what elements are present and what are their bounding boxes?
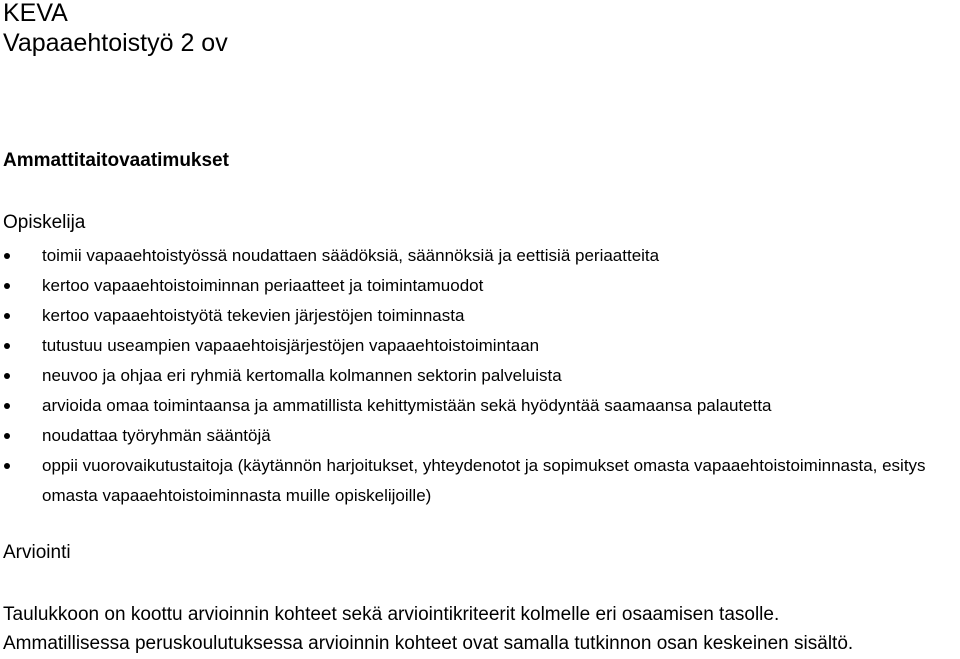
list-item <box>0 361 960 391</box>
assessment-paragraph: Taulukkoon on koottu arvioinnin kohteet sekä arviointikriteerit kolmelle eri osaamisen tasolle. <box>3 604 780 625</box>
list-item <box>0 391 960 421</box>
bullet-icon <box>4 343 10 349</box>
assessment-heading: Arviointi <box>3 542 71 563</box>
bullet-icon <box>4 403 10 409</box>
list-item <box>0 421 960 451</box>
bullet-icon <box>4 313 10 319</box>
bullet-icon <box>4 433 10 439</box>
bullet-icon <box>4 283 10 289</box>
document-subtitle: Vapaaehtoistyö 2 ov <box>3 29 228 57</box>
list-item-text: tutustuu useampien vapaaehtoisjärjestöjen vapaaehtoistoimintaan <box>42 336 540 355</box>
list-item <box>0 241 960 271</box>
list-item-text: kertoo vapaaehtoistoiminnan periaatteet ja toimintamuodot <box>42 276 484 295</box>
list-item-text: neuvoo ja ohjaa eri ryhmiä kertomalla kolmannen sektorin palveluista <box>42 366 562 385</box>
list-item <box>0 271 960 301</box>
list-item-text: noudattaa työryhmän sääntöjä <box>42 426 271 445</box>
list-item <box>0 331 960 361</box>
list-item-text: kertoo vapaaehtoistyötä tekevien järjestöjen toiminnasta <box>42 306 465 325</box>
list-item-text: oppii vuorovaikutustaitoja (käytännön harjoitukset, yhteydenotot ja sopimukset omasta vapaaehtoistoiminnasta, esitys omasta vapaaehtoistoiminnasta muille opiskelijoille) <box>42 456 926 505</box>
bullet-icon <box>4 373 10 379</box>
document-title: KEVA <box>3 0 68 27</box>
requirements-list <box>0 241 960 511</box>
list-item-text: toimii vapaaehtoistyössä noudattaen säädöksiä, säännöksiä ja eettisiä periaatteita <box>42 246 660 265</box>
bullet-icon <box>4 253 10 259</box>
list-item-text: arvioida omaa toimintaansa ja ammatillista kehittymistään sekä hyödyntää saamaansa palautetta <box>42 396 772 415</box>
list-item <box>0 451 960 511</box>
requirements-heading: Ammattitaitovaatimukset <box>3 150 229 171</box>
bullet-icon <box>4 463 10 469</box>
assessment-paragraph: Ammatillisessa peruskoulutuksessa arvioinnin kohteet ovat samalla tutkinnon osan keskeinen sisältö. <box>3 633 854 654</box>
student-label: Opiskelija <box>3 212 86 233</box>
list-item <box>0 301 960 331</box>
